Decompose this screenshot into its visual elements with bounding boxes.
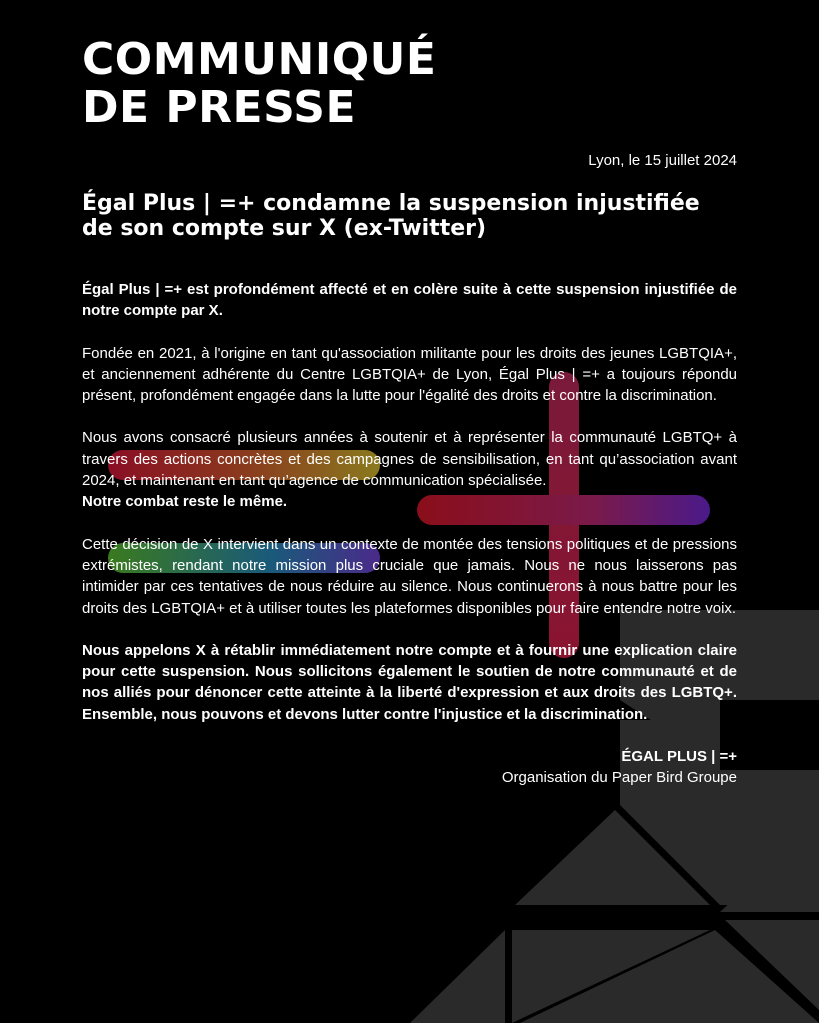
headline-line-1: Égal Plus | =+ condamne la suspension injustifiée (82, 191, 700, 216)
title-line-1: COMMUNIQUÉ (82, 34, 437, 85)
press-release (82, 36, 737, 789)
context-paragraph: Cette décision de X intervient dans un contexte de montée des tensions politiques et de pressions extrémistes, rendant notre mission plus cruciale que jamais. Nous ne nous laisserons pas intimider par ces tentatives de nous réduire au silence. Nous continuerons à nous battre pour les droits des LGBTQIA+ et à utiliser toutes les plateformes disponibles pour faire entendre notre voix. (82, 535, 737, 617)
title-line-2: DE PRESSE (82, 82, 357, 133)
headline-line-2: de son compte sur X (ex-Twitter) (82, 216, 487, 241)
motto-paragraph: Notre combat reste le même. (82, 493, 288, 511)
signature (82, 746, 737, 789)
history-paragraph: Fondée en 2021, à l'origine en tant qu'association militante pour les droits des jeunes LGBTQIA+, et anciennement adhérente du Centre LGBTQIA+ de Lyon, Égal Plus | =+ a toujours répondu présent, profondément engagée dans la lutte pour l'égalité des droits et contre la discrimination. (82, 344, 737, 405)
page-title (82, 36, 737, 132)
mission-paragraph: Nous avons consacré plusieurs années à soutenir et à représenter la communauté LGBTQ+ à travers des actions concrètes et des campagnes de sensibilisation, en tant qu’association avant 2024, et maintenant en tant qu’agence de communication spécialisée. (82, 429, 737, 490)
intro-paragraph: Égal Plus | =+ est profondément affecté et en colère suite à cette suspension injustifiée de notre compte par X. (82, 281, 737, 320)
release-date: Lyon, le 15 juillet 2024 (588, 152, 737, 169)
call-to-action-paragraph: Nous appelons X à rétablir immédiatement notre compte et à fournir une explication claire pour cette suspension. Nous sollicitons également le soutien de notre communauté et de nos alliés pour dénoncer cette atteinte à la liberté d'expression et aux droits des LGBTQ+. Ensemble, nous pouvons et devons lutter contre l'injustice et la discrimination. (82, 641, 737, 723)
signature-subtitle: Organisation du Paper Bird Groupe (501, 769, 737, 787)
signature-org: ÉGAL PLUS | =+ (621, 748, 737, 766)
headline (82, 191, 737, 241)
